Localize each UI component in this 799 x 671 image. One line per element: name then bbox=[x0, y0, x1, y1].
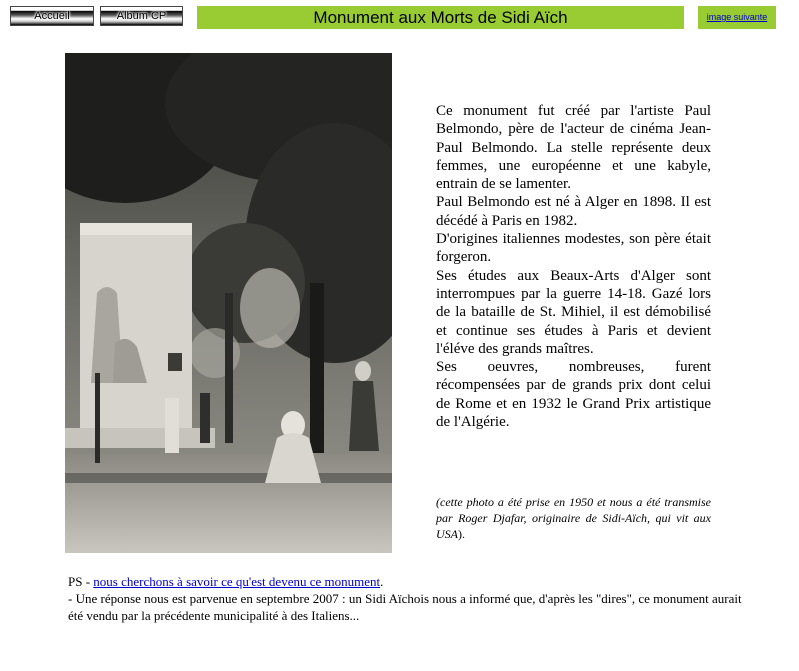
home-button-label: Accueil bbox=[34, 10, 70, 22]
description-paragraph: Ses oeuvres, nombreuses, furent récompensées par de grands prix dont celui de Rome et en 1932 le Grand Prix artistique de l'Algérie. bbox=[436, 359, 711, 431]
photo-caption-text: (cette photo a été prise en 1950 et nous a été transmise par Roger Djafar, originaire de Sidi-Aïch, qui vit aux USA bbox=[436, 495, 711, 541]
postscript-line bbox=[68, 573, 748, 590]
description-paragraph: Ses études aux Beaux-Arts d'Alger sont interrompues par la guerre 14-18. Gazé lors de la bataille de St. Mihiel, il est démobilisé et continue ses études à Paris et devient l'éléve des grands maîtres. bbox=[436, 267, 711, 357]
postscript-reply: - Une réponse nous est parvenue en septembre 2007 : un Sidi Aïchois nous a informé que, d'après les "dires", ce monument aurait été vendu par la précédente municipalité à des Italiens... bbox=[68, 591, 742, 623]
album-cp-button-label: Album CP bbox=[116, 10, 167, 22]
postscript-prefix: PS - bbox=[68, 574, 94, 589]
monument-description bbox=[436, 102, 711, 431]
description-paragraph: Ce monument fut créé par l'artiste Paul Belmondo, père de l'acteur de cinéma Jean-Paul Belmondo. La stelle représente deux femmes, une européenne et une kabyle, entrain de se lamenter. bbox=[436, 103, 711, 193]
photo-caption bbox=[436, 494, 711, 542]
monument-photo bbox=[65, 53, 392, 553]
description-paragraph: Paul Belmondo est né à Alger en 1898. Il est décédé à Paris en 1982. bbox=[436, 194, 711, 229]
postscript bbox=[68, 573, 748, 624]
next-image-box bbox=[698, 6, 776, 29]
next-image-link[interactable]: image suivante bbox=[706, 12, 768, 22]
home-button[interactable] bbox=[10, 6, 94, 26]
album-cp-button[interactable] bbox=[100, 6, 183, 26]
page-title: Monument aux Morts de Sidi Aïch bbox=[197, 6, 684, 29]
description-paragraph: D'origines italiennes modestes, son père était forgeron. bbox=[436, 231, 711, 266]
photo-caption-end: ). bbox=[458, 527, 465, 541]
postscript-suffix: . bbox=[380, 574, 384, 589]
monument-fate-link[interactable]: nous cherchons à savoir ce qu'est devenu ce monument bbox=[93, 574, 381, 589]
monument-photo-icon bbox=[65, 53, 392, 553]
